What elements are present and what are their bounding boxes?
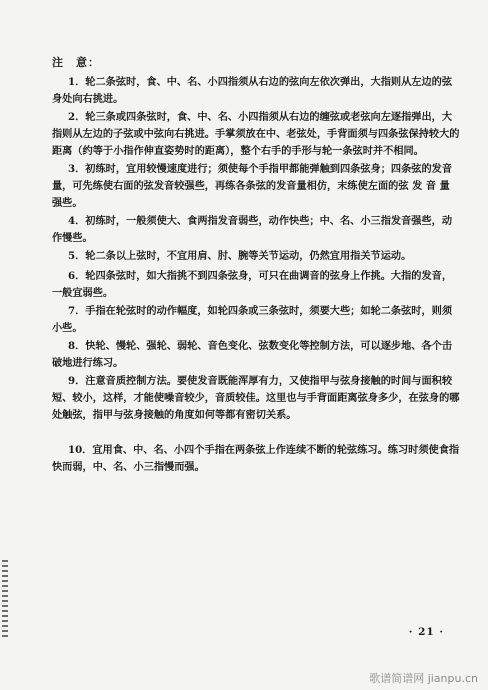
- paragraph-3: 3．初练时，宜用较慢速度进行；须使每个手指甲都能弹触到四条弦身；四条弦的发音量，可先练使右面的弦发音较强些，再练各条弦的发音量相仿，末练使左面的弦 发 音 量 强些。: [52, 163, 453, 209]
- paragraph-2: 2．轮三条或四条弦时，食、中、名、小四指须从右边的缠弦或老弦向左逐指弹出，大指则从左边的子弦或中弦向右挑进。手掌须放在中、老弦处，手背面须与四条弦保持较大的距离（约等于小指作伸直姿势时的距离），整个右手的手形与轮一条弦时并不相同。: [52, 111, 460, 157]
- scan-edge-marks: [2, 560, 8, 640]
- section-heading: 注 意：: [52, 56, 100, 69]
- paragraph-1: 1．轮二条弦时，食、中、名、小四指须从右边的弦向左依次弹出，大指则从左边的弦身处向右挑进。: [52, 76, 453, 105]
- paragraph-5: 5．轮二条以上弦时，不宜用肩、肘、腕等关节运动，仍然宜用指关节运动。: [68, 250, 412, 262]
- paragraph-6: 6．轮四条弦时，如大指挑不到四条弦身，可只在曲调音的弦身上作挑。大指的发音，一般宜弱些。: [52, 270, 453, 299]
- paragraph-10: 10．宜用食、中、名、小四个手指在两条弦上作连续不断的轮弦练习。练习时须使食指快而弱，中、名、小三指慢而强。: [52, 444, 460, 473]
- paragraph-9: 9．注意音质控制方法。要使发音既能浑厚有力，又使指甲与弦身接触的时间与面积较短、较小，这样，才能使噪音较少，音质较佳。这里也与手背面距离弦身多少，在弦身的哪处触弦，指甲与弦身接触的角度如何等都有密切关系。: [52, 375, 460, 421]
- paragraph-7: 7．手指在轮弦时的动作幅度，如轮四条或三条弦时，须要大些；如轮二条弦时，则须小些。: [52, 305, 453, 334]
- watermark: 歌谱简谱网 jianpu.cn: [369, 672, 478, 685]
- paragraph-4: 4．初练时，一般须使大、食两指发音弱些，动作快些；中、名、小三指发音强些，动作慢些。: [52, 215, 453, 244]
- paragraph-8: 8．快轮、慢轮、强轮、弱轮、音色变化、弦数变化等控制方法，可以逐步地、各个击破地进行练习。: [52, 340, 453, 369]
- page-number: · 21 ·: [408, 626, 444, 638]
